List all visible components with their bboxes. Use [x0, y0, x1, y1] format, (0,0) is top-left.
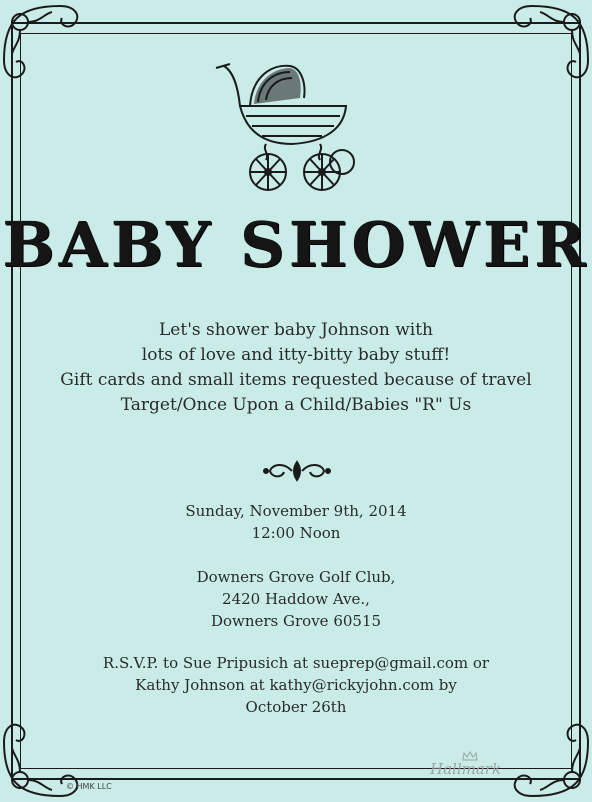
- venue-name: Downers Grove Golf Club,: [196, 568, 396, 586]
- message-line: Let's shower baby Johnson with: [159, 320, 433, 340]
- event-time: 12:00 Noon: [251, 524, 341, 542]
- corner-flourish-icon: [502, 0, 592, 80]
- rsvp-line: October 26th: [245, 698, 347, 716]
- rsvp-line: R.S.V.P. to Sue Pripusich at sueprep@gmail.com or: [102, 654, 490, 672]
- venue-city: Downers Grove 60515: [210, 612, 382, 630]
- venue-address: [0, 566, 592, 632]
- rsvp-line: Kathy Johnson at kathy@rickyjohn.com by: [135, 676, 457, 694]
- event-date: Sunday, November 9th, 2014: [185, 502, 407, 520]
- invitation-message: [0, 318, 592, 418]
- baby-carriage-icon: [210, 58, 360, 198]
- scroll-ornament-icon: [262, 458, 332, 484]
- message-line: Gift cards and small items requested because of travel: [60, 370, 532, 390]
- message-line: lots of love and itty-bitty baby stuff!: [141, 345, 451, 365]
- message-line: Target/Once Upon a Child/Babies "R" Us: [120, 395, 472, 415]
- venue-street: 2420 Haddow Ave.,: [222, 590, 370, 608]
- rsvp-info: [0, 652, 592, 718]
- page-title: BABY SHOWER: [2, 208, 590, 281]
- corner-flourish-icon: [0, 0, 90, 80]
- copyright-text: © HMK LLC: [66, 782, 112, 791]
- event-datetime: [0, 500, 592, 544]
- corner-flourish-icon: [502, 722, 592, 802]
- brand-logo: Hallmark: [430, 760, 502, 778]
